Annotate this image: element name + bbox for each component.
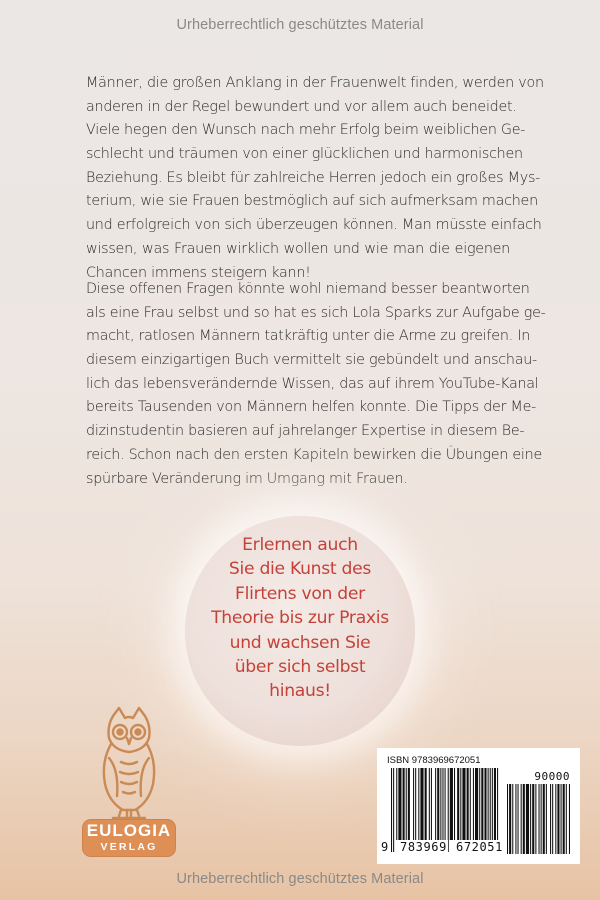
barcode-bar: [492, 768, 493, 840]
barcode-bar: [435, 768, 436, 840]
blurb-line: als eine Frau selbst und so hat es sich Lola Sparks zur Aufgabe ge-: [86, 304, 546, 321]
blurb-line: und erfolgreich von sich überzeugen können. Man müsste einfach: [86, 217, 542, 234]
addon-bar: [535, 784, 536, 854]
blurb-paragraph-2: [86, 278, 546, 491]
barcode-box: [377, 748, 580, 864]
blurb-line: Chancen immens steigern kann!: [86, 264, 311, 281]
addon-bar: [566, 784, 567, 854]
publisher-sub: VERLAG: [100, 841, 158, 853]
addon-bar: [541, 784, 542, 854]
watermark-bottom: Urheberrechtlich geschütztes Material: [176, 871, 424, 887]
barcode-bar: [462, 768, 465, 840]
addon-bar: [507, 784, 508, 854]
addon-bar: [557, 784, 559, 854]
barcode-bar: [413, 768, 414, 840]
barcode-bar: [437, 768, 439, 840]
blurb-line: dizinstudentin basieren auf jahrelanger Expertise in diesem Be-: [86, 423, 525, 440]
addon-bar: [555, 784, 556, 854]
barcode-bar: [481, 768, 483, 840]
callout-line: Theorie bis zur Praxis: [211, 608, 389, 629]
blurb-line: Viele hegen den Wunsch nach mehr Erfolg beim weiblichen Ge-: [86, 122, 526, 139]
barcode-bar: [460, 768, 461, 840]
callout-line: Sie die Kunst des: [228, 559, 372, 580]
addon-bar: [539, 784, 540, 854]
callout-text: [185, 533, 415, 704]
addon-bar: [532, 784, 534, 854]
blurb-line: anderen in der Regel bewundert und vor allem auch beneidet.: [86, 98, 517, 115]
barcode-bar: [494, 768, 496, 840]
addon-bar: [546, 784, 547, 854]
barcode-bar: [440, 768, 441, 840]
blurb-line: reich. Schon nach den ersten Kapiteln bewirken die Übungen eine: [86, 446, 542, 463]
barcode-bar: [418, 768, 419, 840]
blurb-line: macht, ratlosen Männern tatkräftig unter die Arme zu greifen. In: [86, 328, 531, 345]
ean-lead-digit: 9: [381, 840, 389, 854]
barcode-bar: [393, 768, 394, 852]
addon-bar: [518, 784, 519, 854]
barcode-bar: [429, 768, 430, 840]
blurb-line: wissen, was Frauen wirklich wollen und wie man die eigenen: [86, 240, 510, 257]
publisher-badge: [82, 819, 176, 857]
publisher-brand: EULOGIA: [86, 821, 172, 840]
addon-bar: [515, 784, 516, 854]
blurb-line: Diese offenen Fragen könnte wohl niemand besser beantworten: [86, 281, 530, 297]
barcode-bar: [408, 768, 410, 840]
price-code: 90000: [534, 770, 570, 783]
barcode-bar: [467, 768, 469, 840]
barcode-bar: [431, 768, 432, 840]
barcode-bar: [398, 768, 401, 840]
barcode-bar: [450, 768, 453, 840]
callout-line: hinaus!: [269, 681, 331, 702]
ean-right-digits: 672051: [456, 840, 503, 854]
barcode-bar: [403, 768, 405, 840]
blurb-line: lich das lebensverändernde Wissen, das auf ihrem YouTube-Kanal: [86, 375, 539, 392]
addon-bar: [569, 784, 570, 854]
blurb-line: diesem einzigartigen Buch vermittelt sie gebündelt und anschau-: [86, 352, 537, 369]
callout-line: Flirtens von der: [235, 583, 365, 604]
addon-bar: [526, 784, 529, 854]
addon-bar: [552, 784, 553, 854]
isbn-label: ISBN 9783969672051: [387, 755, 481, 766]
blurb-line: Beziehung. Es bleibt für zahlreiche Herren jedoch ein großes Mys-: [86, 169, 541, 186]
blurb-line: Männer, die großen Anklang in der Frauenwelt finden, werden von: [86, 75, 544, 91]
watermark-top: Urheberrechtlich geschütztes Material: [176, 17, 424, 33]
barcode-bar: [488, 768, 489, 840]
ean-left-digits: 783969: [400, 840, 447, 854]
barcode-bar: [425, 768, 427, 840]
blurb-line: spürbare Veränderung im Umgang mit Frauen.: [86, 470, 408, 487]
addon-bar: [530, 784, 531, 854]
addon-bar: [561, 784, 562, 854]
barcode-bar: [420, 768, 423, 840]
barcode-bar: [484, 768, 486, 840]
barcode-bar: [415, 768, 416, 840]
addon-bar: [512, 784, 513, 854]
callout-line: und wachsen Sie: [229, 632, 371, 653]
addon-bar: [509, 784, 511, 854]
barcode-bar: [454, 768, 455, 840]
barcode-bar: [396, 768, 397, 840]
barcode-bar: [457, 768, 459, 840]
blurb-line: bereits Tausenden von Männern helfen konnte. Die Tipps der Me-: [86, 399, 537, 416]
addon-bar: [550, 784, 551, 854]
barcode-bar: [475, 768, 478, 840]
blurb-line: terium, wie sie Frauen bestmöglich auf sich aufmerksam machen: [86, 193, 538, 210]
blurb-line: schlecht und träumen von einer glücklichen und harmonischen: [86, 146, 523, 163]
barcode-bar: [391, 768, 392, 852]
addon-bar: [543, 784, 545, 854]
blurb-paragraph-1: [86, 72, 544, 285]
addon-bar: [521, 784, 522, 854]
callout-line: Erlernen auch: [242, 535, 358, 555]
barcode-bar: [470, 768, 471, 840]
addon-bar: [523, 784, 525, 854]
barcode-bar: [406, 768, 407, 840]
callout-line: über sich selbst: [234, 657, 366, 678]
barcode-bar: [479, 768, 480, 840]
barcode-bar: [473, 768, 474, 840]
barcode-bar: [490, 768, 491, 840]
barcode-bar: [442, 768, 443, 840]
addon-bar: [563, 784, 565, 854]
